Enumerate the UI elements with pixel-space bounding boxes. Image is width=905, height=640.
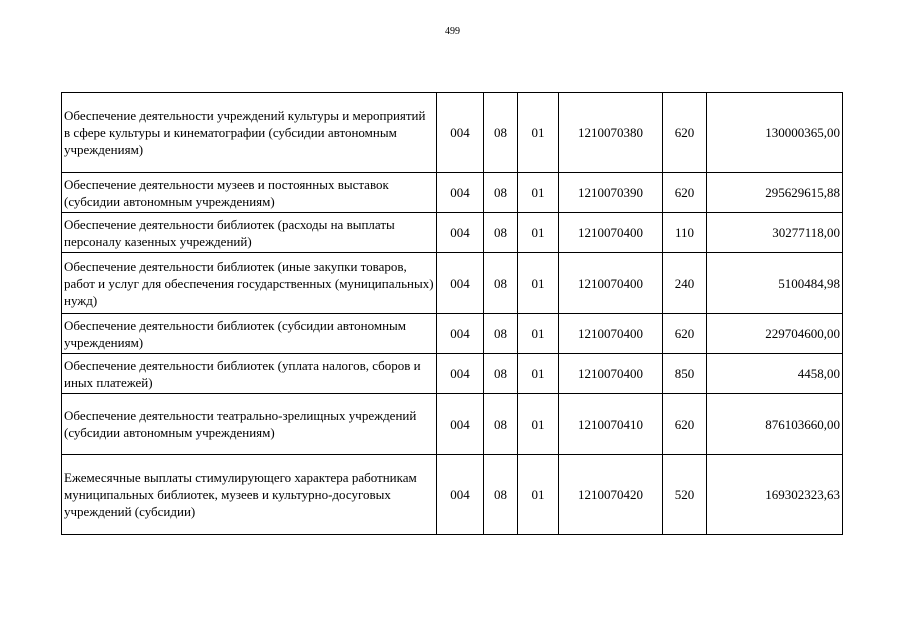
row-description: Ежемесячные выплаты стимулирующего характера работникам муниципальных библиотек, музеев и культурно-досуговых учреждений (субсидии) bbox=[62, 455, 437, 535]
row-subsection-code: 01 bbox=[518, 455, 559, 535]
table-row bbox=[62, 314, 843, 354]
row-amount: 876103660,00 bbox=[707, 394, 843, 455]
row-subsection-code: 01 bbox=[518, 394, 559, 455]
row-section-code: 08 bbox=[484, 213, 518, 253]
row-description: Обеспечение деятельности театрально-зрелищных учреждений (субсидии автономным учреждениям) bbox=[62, 394, 437, 455]
page-number: 499 bbox=[445, 26, 460, 37]
row-section-code: 08 bbox=[484, 455, 518, 535]
table-row bbox=[62, 455, 843, 535]
row-amount: 169302323,63 bbox=[707, 455, 843, 535]
row-ministry-code: 004 bbox=[437, 354, 484, 394]
row-section-code: 08 bbox=[484, 354, 518, 394]
row-target-article: 1210070410 bbox=[559, 394, 663, 455]
row-section-code: 08 bbox=[484, 394, 518, 455]
row-amount: 229704600,00 bbox=[707, 314, 843, 354]
row-description: Обеспечение деятельности учреждений культуры и мероприятий в сфере культуры и кинематографии (субсидии автономным учреждениям) bbox=[62, 93, 437, 173]
row-ministry-code: 004 bbox=[437, 394, 484, 455]
row-ministry-code: 004 bbox=[437, 314, 484, 354]
row-expense-type: 520 bbox=[663, 455, 707, 535]
row-description: Обеспечение деятельности библиотек (уплата налогов, сборов и иных платежей) bbox=[62, 354, 437, 394]
table-row bbox=[62, 213, 843, 253]
row-target-article: 1210070400 bbox=[559, 213, 663, 253]
row-description: Обеспечение деятельности библиотек (иные закупки товаров, работ и услуг для обеспечения государственных (муниципальных) нужд) bbox=[62, 253, 437, 314]
row-expense-type: 620 bbox=[663, 314, 707, 354]
row-subsection-code: 01 bbox=[518, 354, 559, 394]
row-ministry-code: 004 bbox=[437, 173, 484, 213]
row-expense-type: 240 bbox=[663, 253, 707, 314]
row-expense-type: 850 bbox=[663, 354, 707, 394]
table-row bbox=[62, 93, 843, 173]
row-expense-type: 620 bbox=[663, 93, 707, 173]
row-section-code: 08 bbox=[484, 93, 518, 173]
row-ministry-code: 004 bbox=[437, 455, 484, 535]
row-target-article: 1210070400 bbox=[559, 253, 663, 314]
budget-table bbox=[61, 92, 843, 535]
row-section-code: 08 bbox=[484, 253, 518, 314]
row-description: Обеспечение деятельности библиотек (расходы на выплаты персоналу казенных учреждений) bbox=[62, 213, 437, 253]
row-subsection-code: 01 bbox=[518, 253, 559, 314]
row-target-article: 1210070380 bbox=[559, 93, 663, 173]
row-ministry-code: 004 bbox=[437, 213, 484, 253]
row-amount: 30277118,00 bbox=[707, 213, 843, 253]
row-section-code: 08 bbox=[484, 314, 518, 354]
row-subsection-code: 01 bbox=[518, 173, 559, 213]
row-amount: 295629615,88 bbox=[707, 173, 843, 213]
row-section-code: 08 bbox=[484, 173, 518, 213]
row-ministry-code: 004 bbox=[437, 253, 484, 314]
row-target-article: 1210070420 bbox=[559, 455, 663, 535]
row-subsection-code: 01 bbox=[518, 213, 559, 253]
row-description: Обеспечение деятельности музеев и постоянных выставок (субсидии автономным учреждениям) bbox=[62, 173, 437, 213]
table-row bbox=[62, 173, 843, 213]
row-amount: 5100484,98 bbox=[707, 253, 843, 314]
table-row bbox=[62, 253, 843, 314]
table-row bbox=[62, 354, 843, 394]
row-subsection-code: 01 bbox=[518, 93, 559, 173]
table-row bbox=[62, 394, 843, 455]
row-amount: 4458,00 bbox=[707, 354, 843, 394]
row-expense-type: 620 bbox=[663, 394, 707, 455]
row-target-article: 1210070390 bbox=[559, 173, 663, 213]
row-description: Обеспечение деятельности библиотек (субсидии автономным учреждениям) bbox=[62, 314, 437, 354]
row-subsection-code: 01 bbox=[518, 314, 559, 354]
row-target-article: 1210070400 bbox=[559, 314, 663, 354]
row-expense-type: 110 bbox=[663, 213, 707, 253]
row-target-article: 1210070400 bbox=[559, 354, 663, 394]
row-expense-type: 620 bbox=[663, 173, 707, 213]
row-amount: 130000365,00 bbox=[707, 93, 843, 173]
row-ministry-code: 004 bbox=[437, 93, 484, 173]
